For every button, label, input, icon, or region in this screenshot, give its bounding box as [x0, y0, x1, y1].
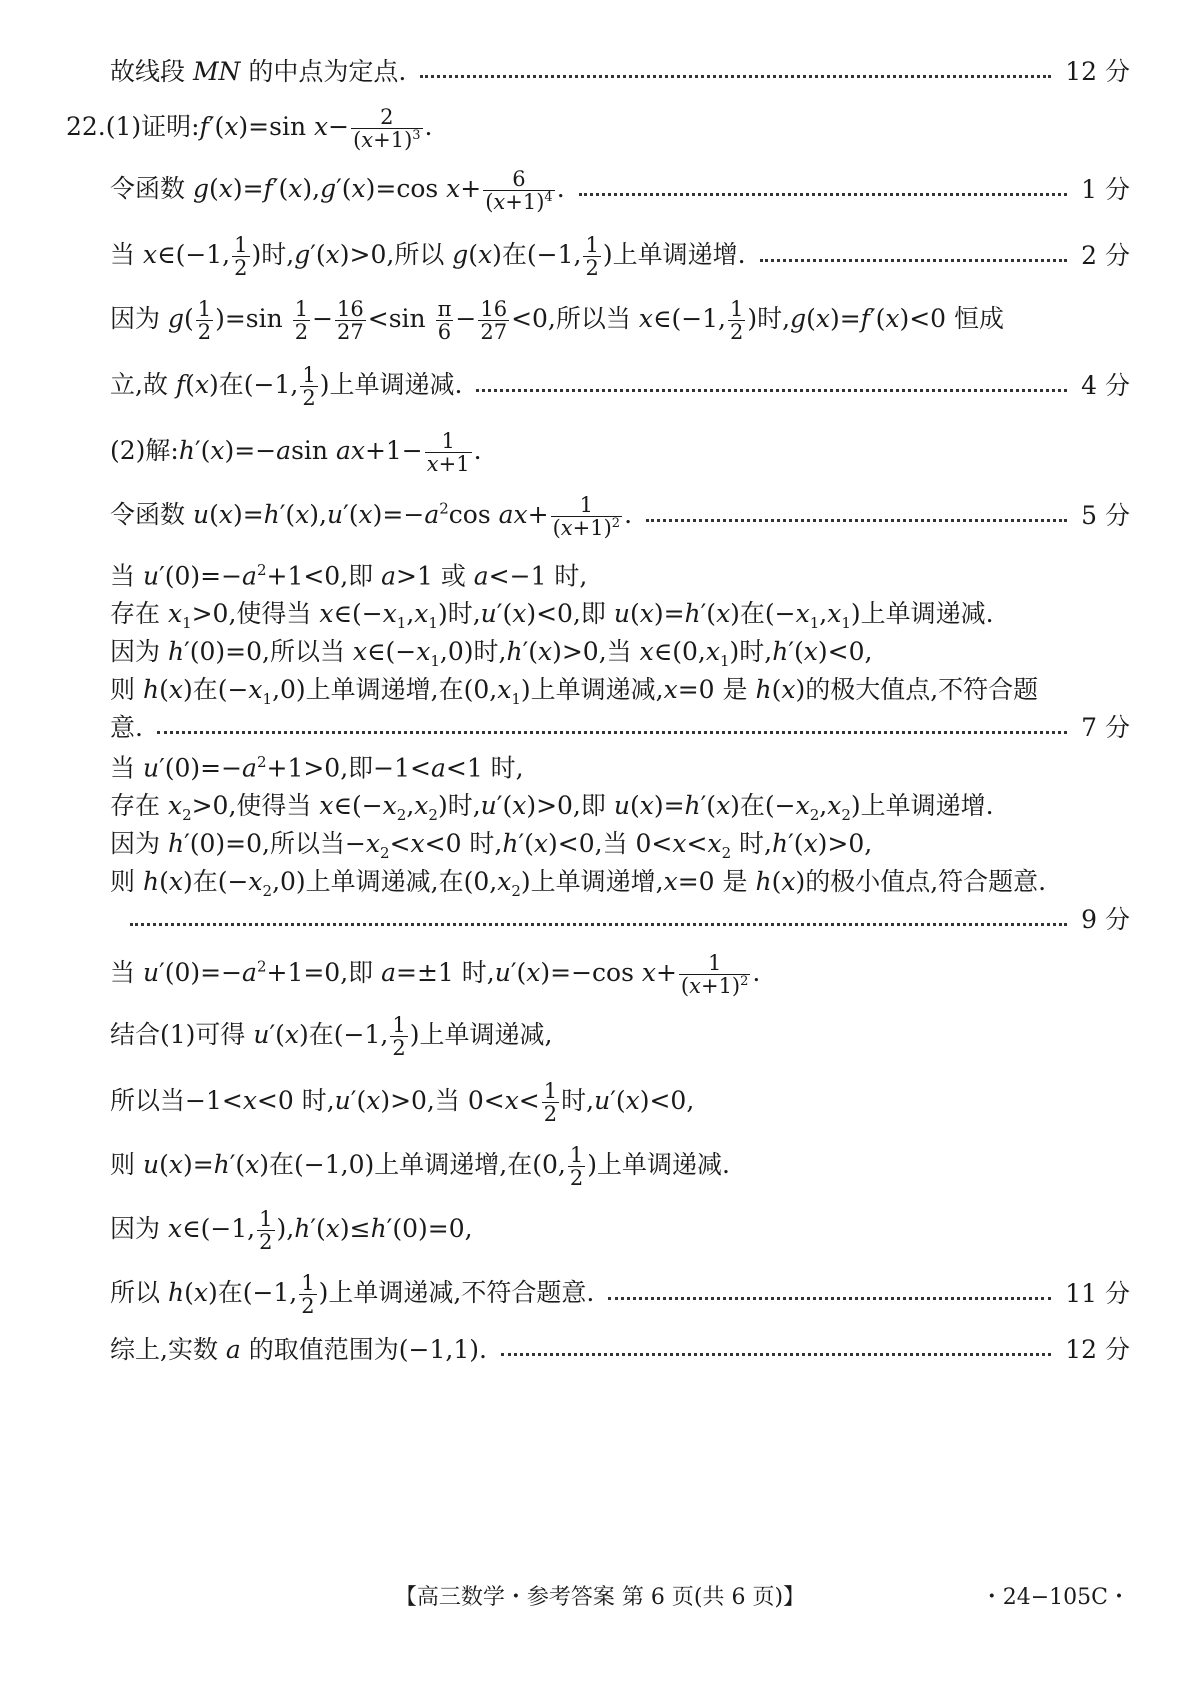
line-22-text: 因为 x∈(−1, $\frac{1}{2}$ ),h′(x)≤h′(0)=0,: [110, 1207, 473, 1255]
score-label: 12 分: [1065, 1335, 1130, 1364]
line-19: [110, 1014, 1130, 1059]
line-6: [110, 430, 1130, 475]
line-3: [110, 234, 1130, 279]
line-24-text: 综上,实数 a 的取值范围为(−1,1).: [110, 1335, 487, 1364]
score-label: 5 分: [1081, 501, 1130, 531]
line-6-text: (2)解:h′(x)=−asin ax+1− $\frac{1}{x+1}$ .: [110, 429, 482, 477]
dotted-leader: [760, 259, 1068, 262]
dotted-leader: [646, 519, 1067, 522]
line-1: [66, 106, 1130, 151]
line-4-text: 因为 g( $\frac{1}{2}$ )=sin $\frac{1}{2}$ − $\frac{16}{27}$ <sin $\frac{\pi}{6}$ − $\frac{16}{27}$ <0,所以当 x∈(−1, $\frac{1}{2}$ )时,g(x)=f′(x)<0 恒成: [110, 297, 1005, 345]
line-13: [110, 754, 1130, 783]
line-17: [110, 906, 1130, 935]
line-12-text: 意.: [110, 713, 143, 742]
line-15: [110, 830, 1130, 862]
line-16: [110, 868, 1130, 900]
line-24: [110, 1336, 1130, 1365]
line-16-text: 则 h(x)在$(-x_2,0)$上单调递减,在$(0,x_2)$上单调递增,x=0 是 h(x)的极小值点,符合题意.: [110, 867, 1047, 900]
dotted-leader: [130, 923, 1067, 926]
dotted-leader: [157, 731, 1067, 734]
line-5: [110, 364, 1130, 409]
line-7-text: 令函数 $u(x)=h'(x),u'(x)=-a^2\cos$ ax+ $\frac{1}{(x+1)^2}$ .: [110, 493, 633, 541]
dotted-leader: [579, 193, 1067, 196]
line-15-text: 因为 h′(0)=0,所以当$-x_2<x<0$ 时,h′(x)<0,当 $0<x<x_2$ 时,h′(x)>0,: [110, 829, 873, 862]
score-label: 1 分: [1081, 175, 1130, 205]
line-23-text: 所以 h(x)在(−1, $\frac{1}{2}$ )上单调递减,不符合题意.: [110, 1271, 595, 1319]
score-label: 9 分: [1081, 905, 1130, 934]
line-12: [110, 714, 1130, 743]
line-18: [110, 952, 1130, 997]
score-label: 12 分: [1065, 57, 1130, 86]
dotted-leader: [420, 75, 1051, 78]
line-2-text: 令函数 g(x)=f′(x),g′(x)=cos x+ $\frac{6}{(x+1)^4}$ .: [110, 167, 565, 215]
line-4: [110, 298, 1130, 343]
line-11-text: 则 h(x)在$(-x_1,0)$上单调递增,在$(0,x_1)$上单调递减,x=0 是 h(x)的极大值点,不符合题: [110, 675, 1039, 708]
score-label: 11 分: [1065, 1279, 1130, 1309]
line-20-text: 所以当−1<x<0 时,u′(x)>0,当 0<x< $\frac{1}{2}$ 时,u′(x)<0,: [110, 1079, 695, 1127]
line-0: [110, 58, 1130, 87]
line-2: [110, 168, 1130, 213]
line-14-text: 存在 $x_2>0$,使得当 $x\in(-x_2,x_2)$时,u′(x)>0,即 u(x)=h′(x)在$(-x_2,x_2)$上单调递增.: [110, 791, 994, 824]
score-label: 4 分: [1081, 371, 1130, 401]
line-9-text: 存在 $x_1>0$,使得当 $x\in(-x_1,x_1)$时,u′(x)<0,即 u(x)=h′(x)在$(-x_1,x_1)$上单调递减.: [110, 599, 994, 632]
line-11: [110, 676, 1130, 708]
line-13-text: 当 $u'(0)=-a^2+1>0$,即−1<a<1 时,: [110, 753, 524, 783]
line-0-text: 故线段 MN 的中点为定点.: [110, 57, 407, 86]
dotted-leader: [501, 1353, 1051, 1356]
line-8: [110, 562, 1130, 591]
line-22: [110, 1208, 1130, 1253]
line-18-text: 当 $u'(0)=-a^2+1=0$,即 a=±1 时,u′(x)=−cos x+ $\frac{1}{(x+1)^2}$ .: [110, 951, 761, 999]
line-14: [110, 792, 1130, 824]
footer-page-label: 【高三数学・参考答案 第 6 页(共 6 页)】: [394, 1585, 806, 1610]
line-21: [110, 1144, 1130, 1189]
line-3-text: 当 x∈(−1, $\frac{1}{2}$ )时,g′(x)>0,所以 g(x)在(−1, $\frac{1}{2}$ )上单调递增.: [110, 233, 746, 281]
line-7: [110, 494, 1130, 539]
line-10: [110, 638, 1130, 670]
score-label: 2 分: [1081, 241, 1130, 271]
line-10-text: 因为 h′(0)=0,所以当 $x\in(-x_1,0)$时,h′(x)>0,当 $x\in(0,x_1)$时,h′(x)<0,: [110, 637, 873, 670]
line-1-text: 22.(1)证明:f′(x)=sin x− $\frac{2}{(x+1)^3}$ .: [66, 105, 433, 153]
score-label: 7 分: [1081, 713, 1130, 742]
dotted-leader: [476, 389, 1067, 392]
dotted-leader: [608, 1297, 1051, 1300]
line-19-text: 结合(1)可得 u′(x)在(−1, $\frac{1}{2}$ )上单调递减,: [110, 1013, 553, 1061]
line-21-text: 则 u(x)=h′(x)在(−1,0)上单调递增,在(0, $\frac{1}{2}$ )上单调递减.: [110, 1143, 730, 1191]
line-23: [110, 1272, 1130, 1317]
line-9: [110, 600, 1130, 632]
footer-code: ・24−105C・: [980, 1585, 1130, 1610]
line-20: [110, 1080, 1130, 1125]
line-5-text: 立,故 f(x)在(−1, $\frac{1}{2}$ )上单调递减.: [110, 363, 463, 411]
line-8-text: 当 $u'(0)=-a^2+1<0$,即 a>1 或 a<−1 时,: [110, 561, 588, 591]
